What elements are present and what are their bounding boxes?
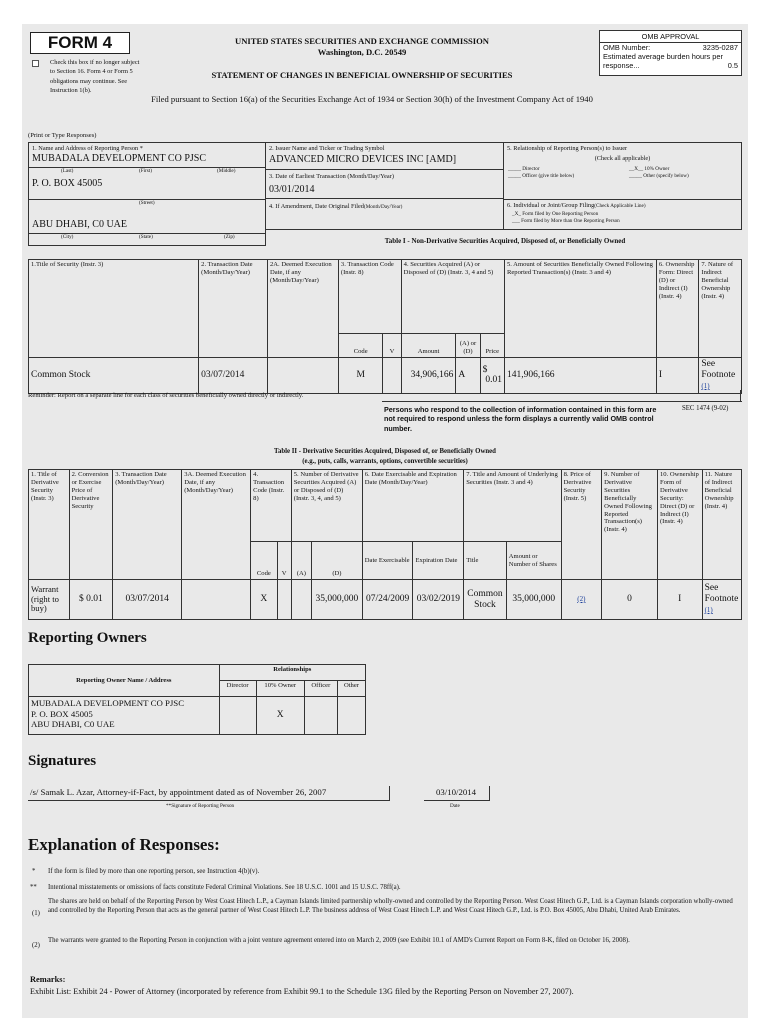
box1-street: (Street) [139,200,155,206]
ro-other [337,697,365,735]
signature-date: 03/10/2014 [436,787,477,797]
t2-nature-cell [702,580,741,620]
rel-director: _____ Director [508,166,540,172]
t2-exercisable: 07/24/2009 [362,580,413,620]
t2-sub-a: (A) [291,542,311,580]
table2-subtitle: (e.g., puts, calls, warrants, options, convertible securities) [302,458,468,465]
t2-h6: 6. Date Exercisable and Expiration Date (Month/Day/Year) [362,470,463,542]
explanation-heading: Explanation of Responses: [28,835,220,854]
t1-h4: 4. Securities Acquired (A) or Disposed of (D) (Instr. 3, 4 and 5) [401,260,504,334]
ro-name: MUBADALA DEVELOPMENT CO PJSC [31,698,185,708]
reporting-owners-table [28,664,366,735]
filing-more-persons: ___ Form filed by More than One Reporting Person [512,218,620,224]
remarks-label: Remarks: [30,975,66,984]
signature-label: **Signature of Reporting Person [166,803,235,809]
box3-earliest-date [265,169,504,199]
omb-number-label: OMB Number: [603,43,651,52]
t2-h8: 8. Price of Derivative Security (Instr. 5) [561,470,602,580]
t2-form: I [657,580,702,620]
ro-addr2: ABU DHABI, C0 UAE [31,719,115,730]
filing-one-person: _X_ Form filed by One Reporting Person [512,211,599,217]
form-title: FORM 4 [47,33,113,52]
t1-footnote-link[interactable]: (1) [701,381,710,390]
t2-sub-exercisable: Date Exercisable [362,542,413,580]
expl-dstar-text: Intentional misstatements or omissions of facts constitute Federal Criminal Violations. See 18 U.S.C. 1001 and 15 U.S.C. 78ff(a). [48,884,401,891]
fn2-mark: (2) [32,942,40,949]
box1-city: (City) [61,234,74,240]
rel-other: _____ Other (specify below) [629,173,689,179]
section16-checkbox-row[interactable] [30,58,140,95]
box6-label: 6. Individual or Joint/Group Filing [507,202,595,209]
t2-price: $ 0.01 [69,580,113,620]
t2-sub-amount: Amount or Number of Shares [506,542,561,580]
t1-h1: 1.Title of Security (Instr. 3) [29,260,199,358]
t2-und-title: Common Stock [464,580,507,620]
t2-h5: 5. Number of Derivative Securities Acquired (A) or Disposed of (D) (Instr. 3, 4, and 5) [291,470,362,542]
t2-deemed [182,580,251,620]
t2-d: 35,000,000 [312,580,363,620]
ro-officer [304,697,337,735]
expl-dstar-mark: ** [30,884,37,891]
t1-v [383,358,401,394]
table2-derivative [28,469,742,620]
box2-label: 2. Issuer Name and Ticker or Trading Symbol [269,145,385,152]
ro-row [29,697,366,735]
table2-row [29,580,742,620]
reporting-person-city: ABU DHABI, C0 UAE [32,219,127,230]
box1-label: 1. Name and Address of Reporting Person * [32,145,143,152]
t1-owned: 141,906,166 [504,358,656,394]
ro-director [219,697,256,735]
t1-deemed [268,358,339,394]
t1-h5: 5. Amount of Securities Beneficially Owned Following Reported Transaction(s) (Instr. 3 and 4) [504,260,656,358]
t1-h3: 3. Transaction Code (Instr. 8) [338,260,401,334]
section16-checkbox[interactable] [32,60,39,67]
box1-state: (State) [139,234,153,240]
t2-date: 03/07/2014 [113,580,182,620]
issuer-name: ADVANCED MICRO DEVICES INC [AMD] [269,154,457,165]
t2-h3: 3. Transaction Date (Month/Day/Year) [113,470,182,580]
earliest-transaction-date: 03/01/2014 [269,184,315,195]
t1-price: 0.01 [485,374,502,385]
rel-officer: _____ Officer (give title below) [508,173,575,179]
t2-h3a: 3A. Deemed Execution Date, if any (Month/Day/Year) [182,470,251,580]
t2-sub-d: (D) [312,542,363,580]
t1-nature-cell [699,358,742,394]
t2-nature: See Footnote [704,583,739,605]
ro-relationships: Relationships [219,665,365,681]
filed-pursuant: Filed pursuant to Section 16(a) of the Securities Exchange Act of 1934 or Section 30(h) of the Investment Company Act of 1940 [151,94,593,104]
t1-sub-amount: Amount [401,334,456,358]
ro-col-officer: Officer [304,681,337,697]
signatures-heading: Signatures [28,753,97,769]
t2-owned: 0 [602,580,658,620]
box4-amendment [265,198,504,230]
t1-date: 03/07/2014 [199,358,268,394]
t2-h2: 2. Conversion or Exercise Price of Derivative Security [69,470,113,580]
signature: /s/ Samak L. Azar, Attorney-if-Fact, by appointment dated as of November 26, 2007 [30,787,327,797]
reporting-person-name: MUBADALA DEVELOPMENT CO PJSC [32,153,207,164]
ro-col-other: Other [337,681,365,697]
agency-location: Washington, D.C. 20549 [317,47,407,57]
t1-h2a: 2A. Deemed Execution Date, if any (Month/Day/Year) [268,260,339,358]
t2-v [277,580,291,620]
t2-h1: 1. Title of Derivative Security (Instr. 3) [29,470,70,580]
fn2-text: The warrants were granted to the Reporting Person in conjunction with a joint venture agreement entered into on March 2, 2009 (see Exhibit 10.1 of AMD's Current Report on Form 8-K, filed on October 16, 2008). [48,937,630,944]
form-4-page [22,24,748,1018]
section16-checkbox-label: Check this box if no longer subject to Section 16. Form 4 or Form 5 obligations may continue. See Instruction 1(b). [50,59,140,94]
persons-notice: Persons who respond to the collection of information contained in this form are not required to respond unless the form displays a currently valid OMB control number. [384,405,657,433]
t2-title: Warrant (right to buy) [29,580,70,620]
omb-number-value: 3235-0287 [702,43,738,52]
statement-title: STATEMENT OF CHANGES IN BENEFICIAL OWNERSHIP OF SECURITIES [211,70,513,80]
omb-burden-label: Estimated average burden hours per response... [603,51,723,70]
box1-last: (Last) [61,168,74,174]
box5-relationship [503,142,742,200]
box1-middle: (Middle) [217,168,236,174]
ro-col-ten: 10% Owner [256,681,304,697]
t1-sub-code: Code [338,334,383,358]
ro-col-director: Director [219,681,256,697]
fn1-text: The shares are held on behalf of the Reporting Person by West Coast Hitech L.P., a Cayman Islands limited partnership wholly-owned and controlled by the Reporting Person. West Coast Hitech G.P., Ltd. is a Cayman Islands corporation wholly-owned and controlled by the Reporting Person that acts as the general partner of West Coast Hitech L.P. The business address of West Coast Hitech L.P. and West Coast Hitech G.P., Ltd. is P.O. Box 45005, Abu Dhabi, United Arab Emirates. [48,898,733,914]
rel-ten-percent-owner: __X__ 10% Owner [629,166,670,172]
t2-sub-expiration: Expiration Date [413,542,464,580]
table1-non-derivative [28,259,742,394]
t1-sub-price: Price [480,334,504,358]
t1-price-symbol: $ [482,364,488,375]
t2-und-amount: 35,000,000 [506,580,561,620]
omb-approval-box [599,30,742,76]
t1-sub-v: V [383,334,401,358]
t1-title: Common Stock [29,358,199,394]
t2-footnote-link[interactable]: (1) [704,605,713,614]
table2-title: Table II - Derivative Securities Acquired, Disposed of, or Beneficially Owned [274,448,496,455]
t1-price-cell [480,358,504,394]
t1-amount: 34,906,166 [401,358,456,394]
t2-expiration: 03/02/2019 [413,580,464,620]
t2-a [291,580,311,620]
ro-addr1: P. O. BOX 45005 [31,708,93,719]
t1-nature: See Footnote [701,359,736,381]
t2-code: X [251,580,277,620]
t1-aord: A [456,358,480,394]
t1-h6: 6. Ownership Form: Direct (D) or Indirect (I) (Instr. 4) [656,260,699,358]
t1-form: I [656,358,699,394]
t2-h7: 7. Title and Amount of Underlying Securities (Instr. 3 and 4) [464,470,561,542]
reporting-owners-heading: Reporting Owners [28,630,147,646]
reporting-person-street: P. O. BOX 45005 [32,178,103,189]
t2-h11: 11. Nature of Indirect Beneficial Ownership (Instr. 4) [702,470,741,580]
t2-price-footnote-link[interactable]: (2) [577,594,586,603]
box6-filing [503,199,742,230]
table1-row [29,358,742,394]
box1-zip: (Zip) [224,234,235,240]
box1-first: (First) [139,168,152,174]
box4-label: 4. If Amendment, Date Original Filed [269,203,364,210]
t2-h10: 10. Ownership Form of Derivative Security: Direct (D) or Indirect (I) (Instr. 4) [657,470,702,580]
box1-reporting-person [28,142,266,246]
reminder: Reminder: Report on a separate line for each class of securities beneficially owned directly or indirectly. [28,392,304,399]
box5-label: 5. Relationship of Reporting Person(s) to Issuer [507,145,628,152]
print-note: (Print or Type Responses) [28,132,97,139]
box4-sub: (Month/Day/Year) [363,204,403,210]
box6-label-sub: (Check Applicable Line) [594,203,646,209]
table1-title: Table I - Non-Derivative Securities Acquired, Disposed of, or Beneficially Owned [384,237,626,245]
agency-name: UNITED STATES SECURITIES AND EXCHANGE COMMISSION [235,36,489,46]
box3-label: 3. Date of Earliest Transaction (Month/Day/Year) [269,173,394,180]
box5-sub: (Check all applicable) [594,155,651,162]
t2-h4: 4. Transaction Code (Instr. 8) [251,470,292,542]
t1-sub-aord: (A) or (D) [456,334,480,358]
t2-sub-code: Code [251,542,277,580]
ro-col-name: Reporting Owner Name / Address [29,665,220,697]
t1-code: M [338,358,383,394]
omb-burden-value: 0.5 [727,60,738,70]
fn1-mark: (1) [32,910,40,917]
expl-star-text: If the form is filed by more than one reporting person, see Instruction 4(b)(v). [48,868,260,875]
t2-sub-title: Title [464,542,507,580]
expl-star-mark: * [32,868,36,875]
remarks-text: Exhibit List: Exhibit 24 - Power of Attorney (incorporated by reference from Exhibit 99.1 to the Schedule 13G filed by the Reporting Person on November 27, 2007). [30,987,574,996]
box2-issuer [265,142,504,170]
t1-h2: 2. Transaction Date (Month/Day/Year) [199,260,268,358]
signature-date-label: Date [450,803,460,809]
sec-number: SEC 1474 (9-02) [682,405,729,412]
form-title-box [30,32,130,54]
t1-h7: 7. Nature of Indirect Beneficial Ownership (Instr. 4) [699,260,742,358]
t2-sub-v: V [277,542,291,580]
ro-ten: X [256,697,304,735]
omb-title: OMB APPROVAL [600,31,741,43]
t2-h9: 9. Number of Derivative Securities Beneficially Owned Following Reported Transaction(s) (Instr. 4) [602,470,658,580]
